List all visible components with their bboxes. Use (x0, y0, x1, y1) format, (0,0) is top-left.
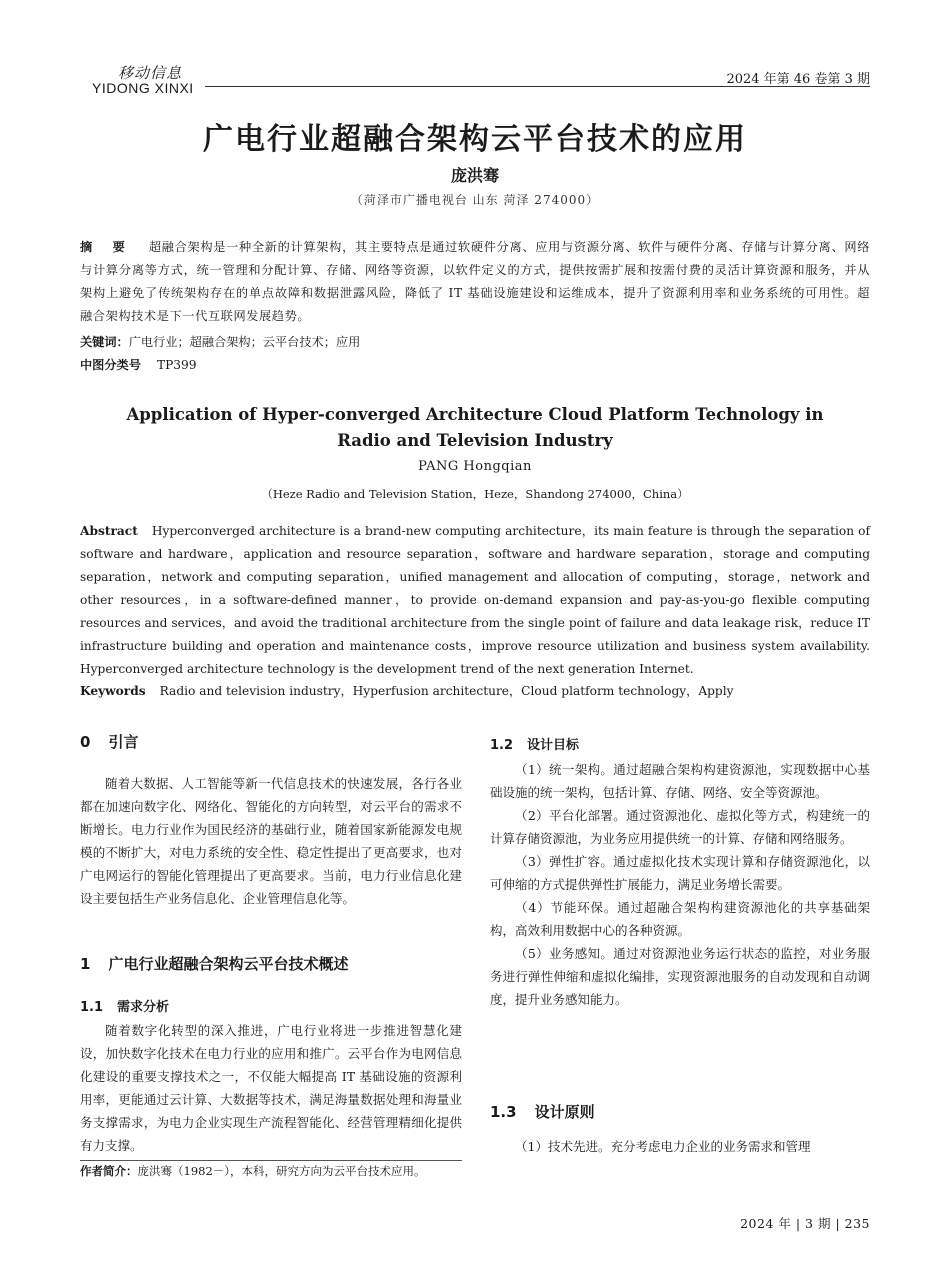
abstract-cn-label: 摘 要 (80, 240, 133, 254)
list-item: （1）统一架构。通过超融合架构构建资源池，实现数据中心基础设施的统一架构，包括计算、存储、网络、安全等资源池。 (490, 762, 870, 800)
paper-title-en-line1: Application of Hyper-converged Architecture Cloud Platform Technology in (126, 405, 824, 424)
section-1-1-heading (80, 996, 169, 1015)
keywords-cn-label: 关键词： (80, 335, 129, 349)
paper-title-en (0, 402, 950, 454)
author-cn: 庞洪骞 (450, 166, 499, 185)
abstract-en-label: Abstract (80, 524, 138, 538)
header-rule (205, 86, 870, 87)
section-1-3-number: 1.3 (490, 1103, 517, 1121)
abstract-cn (80, 236, 870, 328)
section-0-title: 引言 (108, 733, 139, 751)
section-1-number: 1 (80, 955, 91, 973)
abstract-en (80, 520, 870, 681)
page-footer: 2024 年 | 3 期 | 235 (740, 1216, 870, 1231)
keywords-cn (80, 333, 360, 350)
section-1-1-number: 1.1 (80, 1000, 104, 1015)
section-1-2-body (490, 758, 870, 1011)
classification-code (80, 356, 197, 373)
footnote-label: 作者简介： (80, 1164, 138, 1178)
paper-title-cn: 广电行业超融合架构云平台技术的应用 (203, 122, 747, 157)
section-0-heading (80, 731, 138, 752)
list-item: （2）平台化部署。通过资源池化、虚拟化等方式，构建统一的计算存储资源池，为业务应用提供统一的计算、存储和网络服务。 (490, 808, 870, 846)
paragraph: 随着数字化转型的深入推进，广电行业将进一步推进智慧化建设，加快数字化技术在电力行业的应用和推广。云平台作为电网信息化建设的重要支撑技术之一，不仅能大幅提高 IT 基础设施的资源利用率，更能通过云计算、大数据等技术，满足海量数据处理和海量业务支撑需求，为电力企业实现生产流程智能化、经营管理精细化提供有力支撑。 (80, 1023, 462, 1153)
clc-value: TP399 (156, 358, 197, 372)
section-1-2-heading (490, 734, 579, 753)
author-en: PANG Hongqian (418, 459, 532, 474)
keywords-en-text: Radio and television industry，Hyperfusion architecture，Cloud platform technology，Apply (159, 684, 734, 698)
keywords-cn-text: 广电行业；超融合架构；云平台技术；应用 (128, 335, 361, 349)
affiliation-en: （Heze Radio and Television Station，Heze，Shandong 274000，China） (261, 487, 689, 501)
abstract-cn-text: 超融合架构是一种全新的计算架构，其主要特点是通过软硬件分离、应用与资源分离、软件与硬件分离、存储与计算分离、网络与计算分离等方式，统一管理和分配计算、存储、网络等资源，以软件定义的方式，提供按需扩展和按需付费的灵活计算资源和服务，并从架构上避免了传统架构存在的单点故障和数据泄露风险，降低了 IT 基础设施建设和运维成本，提升了资源利用率和业务系统的可用性。超融合架构技术是下一代互联网发展趋势。 (80, 240, 870, 323)
footnote-text: 庞洪骞（1982－），本科，研究方向为云平台技术应用。 (137, 1164, 426, 1178)
abstract-en-text: Hyperconverged architecture is a brand-new computing architecture，its main feature is through the separation of software and hardware，application and resource separation，software and hardware separation，storage and computing separation，network and computing separation，unified management and allocation of computing，storage，network and other resources，in a software-defined manner，to provide on-demand expansion and pay-as-you-go flexible computing resources and services，and avoid the traditional architecture from the single point of failure and data leakage risk，reduce IT infrastructure building and operation and maintenance costs，improve resource utilization and business system availability. Hyperconverged architecture technology is the development trend of the next generation Internet. (80, 524, 870, 676)
paper-title-en-line2: Radio and Television Industry (337, 431, 613, 450)
keywords-en-label: Keywords (80, 684, 146, 698)
paragraph: （1）技术先进。充分考虑电力企业的业务需求和管理 (515, 1139, 811, 1154)
journal-name-en: YIDONG XINXI (92, 80, 194, 96)
section-1-3-heading (490, 1101, 595, 1122)
keywords-en (80, 682, 734, 699)
section-1-heading (80, 953, 348, 974)
author-bio-footnote (80, 1163, 426, 1179)
section-1-title: 广电行业超融合架构云平台技术概述 (108, 955, 349, 973)
section-1-2-title: 设计目标 (527, 738, 580, 753)
affiliation-cn: （菏泽市广播电视台 山东 菏泽 274000） (350, 193, 600, 207)
list-item: （5）业务感知。通过对资源池业务运行状态的监控，对业务服务进行弹性伸缩和虚拟化编排，实现资源池服务的自动发现和自动调度，提升业务感知能力。 (490, 946, 870, 1007)
issue-info: 2024 年第 46 卷第 3 期 (726, 72, 870, 87)
journal-name-cn: 移动信息 (118, 64, 183, 82)
section-0-number: 0 (80, 733, 91, 751)
section-1-3-body (490, 1135, 870, 1158)
section-1-1-body (80, 1019, 462, 1157)
clc-label: 中图分类号 (80, 358, 141, 372)
paragraph: 随着大数据、人工智能等新一代信息技术的快速发展，各行各业都在加速向数字化、网络化、智能化的方向转型，对云平台的需求不断增长。电力行业作为国民经济的基础行业，随着国家新能源发电规模的不断扩大，对电力系统的安全性、稳定性提出了更高要求，也对广电网运行的智能化管理提出了更高要求。当前，电力行业信息化建设主要包括生产业务信息化、企业管理信息化等。 (80, 776, 462, 906)
list-item: （3）弹性扩容。通过虚拟化技术实现计算和存储资源池化，以可伸缩的方式提供弹性扩展能力，满足业务增长需要。 (490, 854, 870, 892)
footnote-rule (80, 1160, 462, 1161)
section-1-3-title: 设计原则 (534, 1103, 595, 1121)
section-1-2-number: 1.2 (490, 738, 514, 753)
section-1-1-title: 需求分析 (117, 1000, 170, 1015)
list-item: （4）节能环保。通过超融合架构构建资源池化的共享基础架构，高效利用数据中心的各种资源。 (490, 900, 870, 938)
section-0-body (80, 772, 462, 910)
